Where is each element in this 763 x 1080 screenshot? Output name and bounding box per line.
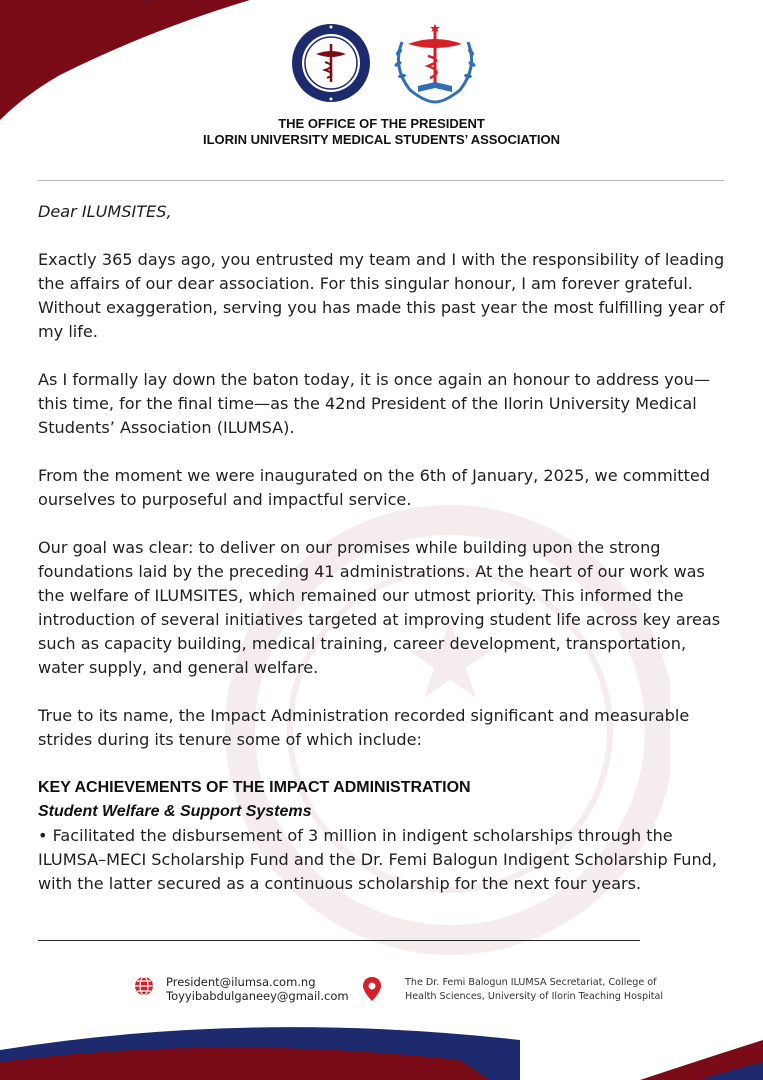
paragraph-1: Exactly 365 days ago, you entrusted my team and I with the responsibility of leading the affairs of our dear association. For this singular honour, I am forever grateful. Without exaggeration, serving you has made this past year the most fulfilling year of my life. xyxy=(38,250,725,341)
header-logos xyxy=(0,22,763,107)
caduceus-laurel-logo xyxy=(390,22,480,104)
paragraph-4: Our goal was clear: to deliver on our promises while building upon the strong foundations laid by the preceding 41 administrations. At the heart of our work was the welfare of ILUMSITES, which remained our utmost priority. This informed the introduction of several initiatives targeted at improving student life across key areas such as capacity building, medical training, career development, transportation, water supply, and general welfare. xyxy=(38,538,721,677)
footer-address xyxy=(405,976,705,1004)
section-heading: Student Welfare & Support Systems xyxy=(38,803,312,820)
achievement-bullet: • Facilitated the disbursement of ￼3 million in indigent scholarships through the ILUMSA–MECI Scholarship Fund and the Dr. Femi Balogun Indigent Scholarship Fund, with the latter secured as a continuous scholarship for the next four years. xyxy=(38,826,717,893)
paragraph-5: True to its name, the Impact Administration recorded significant and measurable strides during its tenure some of which include: xyxy=(38,706,690,749)
email-personal[interactable]: Toyyibabdulganeey@gmail.com xyxy=(166,989,349,1003)
letterhead-title xyxy=(0,116,763,148)
location-pin-icon xyxy=(362,976,382,1002)
email-president[interactable]: President@ilumsa.com.ng xyxy=(166,975,316,989)
footer-emails xyxy=(166,975,349,1003)
salutation: Dear ILUMSITES, xyxy=(38,202,172,221)
office-title: THE OFFICE OF THE PRESIDENT xyxy=(278,116,485,131)
address-line-1: The Dr. Femi Balogun ILUMSA Secretariat, College of xyxy=(405,977,657,988)
footer xyxy=(0,972,763,1012)
association-name: ILORIN UNIVERSITY MEDICAL STUDENTS’ ASSOCIATION xyxy=(202,132,561,147)
globe-icon xyxy=(134,976,154,996)
address-line-2: Health Sciences, University of Ilorin Teaching Hospital xyxy=(405,991,664,1002)
achievements-heading: KEY ACHIEVEMENTS OF THE IMPACT ADMINISTRATION xyxy=(38,779,471,796)
footer-divider xyxy=(38,940,640,941)
paragraph-3: From the moment we were inaugurated on the 6th of January, 2025, we committed ourselves to purposeful and impactful service. xyxy=(38,466,710,509)
president-seal-logo xyxy=(290,22,372,104)
paragraph-2: As I formally lay down the baton today, it is once again an honour to address you—this time, for the final time—as the 42nd President of the Ilorin University Medical Students’ Association (ILUMSA). xyxy=(38,370,710,437)
corner-decoration-bottom xyxy=(0,1010,763,1080)
letter-body xyxy=(38,200,728,896)
header-divider xyxy=(38,180,724,181)
